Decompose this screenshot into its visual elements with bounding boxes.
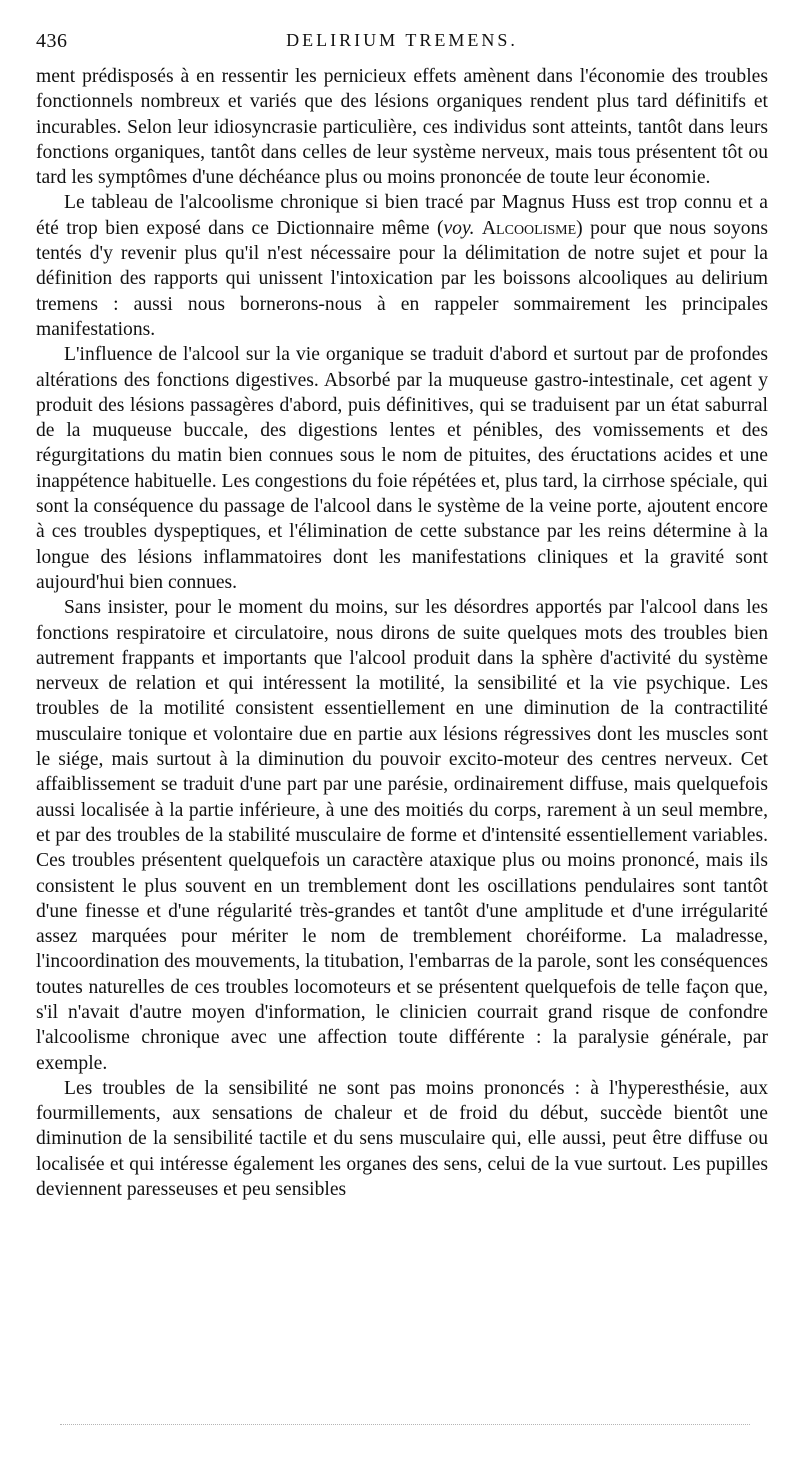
page-number: 436 [36, 30, 68, 52]
footer-dotted-rule [60, 1424, 750, 1425]
book-page [36, 30, 768, 1202]
paragraph-5: Les troubles de la sensibilité ne sont pas moins prononcés : à l'hyperesthésie, aux fourmillements, aux sensations de chaleur et de froid du début, succède bientôt une diminution de la sensibilité tactile et du sens musculaire qui, elle aussi, peut être diffuse ou localisée et qui intéresse également les organes des sens, celui de la vue surtout. Les pupilles deviennent paresseuses et peu sensibles [36, 1077, 768, 1201]
body-text [36, 64, 768, 1202]
paragraph-4: Sans insister, pour le moment du moins, sur les désordres apportés par l'alcool dans les fonctions respiratoire et circulatoire, nous dirons de suite quelques mots des troubles bien autrement frappants et importants que l'alcool produit dans la sphère d'activité du système nerveux de relation et qui intéressent la motilité, la sensibilité et la vie psychique. Les troubles de la motilité consistent essentiellement en une diminution de la contractilité musculaire tonique et volontaire due en partie aux lésions régressives dont les muscles sont le siége, mais surtout à la diminution du pouvoir excito-moteur des centres nerveux. Cet affaiblissement se traduit d'une part par une parésie, ordinairement diffuse, mais quelquefois aussi localisée à la partie inférieure, à une des moitiés du corps, rarement à un seul membre, et par des troubles de la stabilité musculaire de forme et d'intensité essentiellement variables. Ces troubles présentent quelquefois un caractère ataxique plus ou moins prononcé, mais ils consistent le plus souvent en un tremblement dont les oscillations pendulaires sont tantôt d'une finesse et d'une régularité très-grandes et tantôt d'une amplitude et d'une irrégularité assez marquées pour mériter le nom de tremblement choréiforme. La maladresse, l'incoordination des mouvements, la titubation, l'embarras de la parole, sont les conséquences toutes naturelles de ces troubles locomoteurs et se présentent quelquefois de telle façon que, s'il n'avait d'autre moyen d'information, le clinicien courrait grand risque de confondre l'alcoolisme chronique avec une affection toute différente : la paralysie générale, par exemple. [36, 597, 768, 1074]
paragraph-2 [36, 190, 768, 342]
paragraph-1: ment prédisposés à en ressentir les pernicieux effets amènent dans l'économie des troubles fonctionnels nombreux et variés que des lésions organiques rendent plus tard définitifs et incurables. Selon leur idiosyncrasie particulière, ces individus sont atteints, tantôt dans leurs fonctions organiques, tantôt dans celles de leur système nerveux, mais tous présentent tôt ou tard les symptômes d'une déchéance plus ou moins prononcée de toute leur économie. [36, 66, 768, 189]
page-header [36, 30, 768, 56]
paragraph-3: L'influence de l'alcool sur la vie organique se traduit d'abord et surtout par de profondes altérations des fonctions digestives. Absorbé par la muqueuse gastro-intestinale, cet agent y produit des lésions passagères d'abord, puis définitives, qui se traduisent par un état saburral de la muqueuse buccale, des digestions lentes et pénibles, des vomissements et des régurgitations du matin bien connues sous le nom de pituites, des éructations acides et une inappétence habituelle. Les congestions du foie répétées et, plus tard, la cirrhose spéciale, qui sont la conséquence du passage de l'alcool dans le système de la veine porte, ajoutent encore à ces troubles dyspeptiques, et l'élimination de cette substance par les reins détermine à la longue des lésions inflammatoires dont les manifestations cliniques et la gravité sont aujourd'hui bien connues. [36, 344, 768, 593]
alcoolisme-reference: Alcoolisme [481, 217, 577, 239]
paragraph-2-text-start: Le tableau de l'alcoolisme chronique si bien tracé par Magnus Huss est trop connu et a été trop bien exposé dans ce Dictionnaire même ( [36, 192, 768, 239]
paragraph-2-text-end: ) pour que nous soyons tentés d'y revenir plus qu'il n'est nécessaire pour la délimitation de notre sujet et pour la définition des rapports qui unissent l'intoxication par les boissons alcooliques au delirium tremens : aussi nous bornerons-nous à en rappeler sommairement les principales manifestations. [36, 217, 768, 340]
running-title: DELIRIUM TREMENS. [286, 30, 518, 50]
voy-abbreviation: voy. [443, 217, 475, 239]
